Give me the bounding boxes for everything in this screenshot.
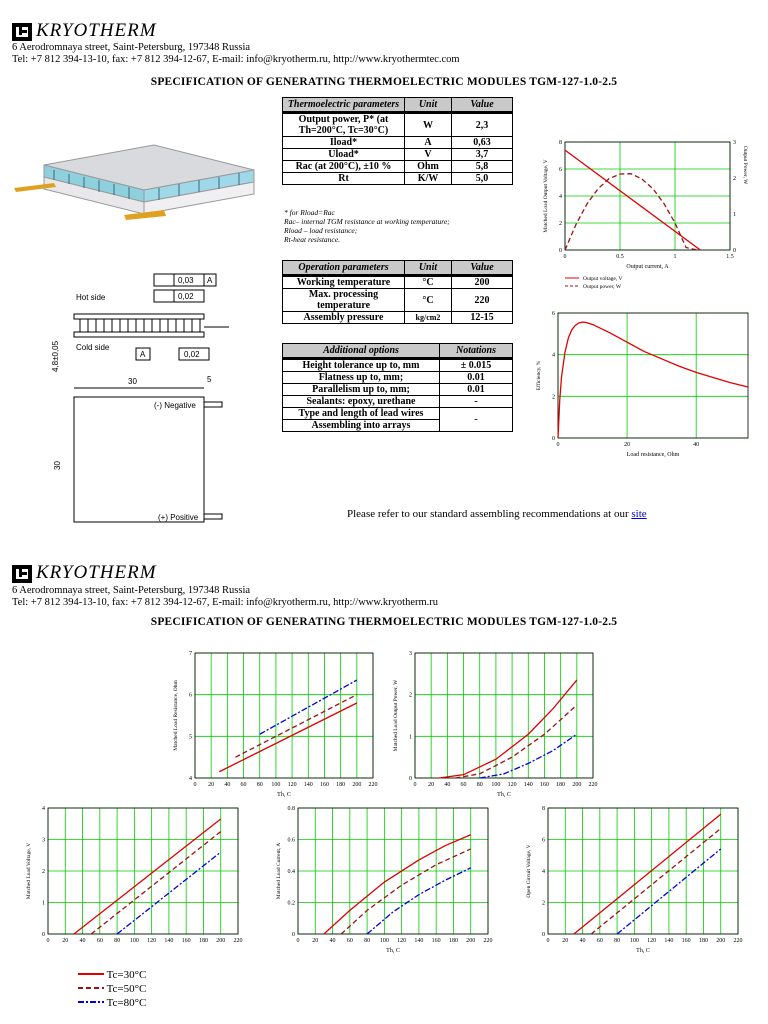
x-tick-label: 60 <box>596 938 603 944</box>
table-row: Flatness up to, mm; 0.01 <box>283 372 513 384</box>
plot-frame <box>195 653 373 778</box>
y-tick-label: 2 <box>559 221 562 227</box>
y-tick-label: 7 <box>189 651 192 657</box>
x-tick-label: 20 <box>208 782 215 788</box>
table-row: Working temperature °C 200 <box>283 276 513 289</box>
x-tick-label: 200 <box>572 782 582 788</box>
x-tick-label: 20 <box>624 442 631 448</box>
x-tick-label: 220 <box>368 782 378 788</box>
voltage-power-chart <box>530 130 760 300</box>
logo-2 <box>12 562 157 584</box>
x-tick-label: 20 <box>428 782 435 788</box>
y-tick-label: 0 <box>292 932 295 938</box>
series-line <box>591 828 721 934</box>
table-row: Assembling into arrays <box>283 420 513 432</box>
y-tick-label: 6 <box>189 692 192 699</box>
negative-label: (-) Negative <box>154 401 196 410</box>
x-tick-label: 80 <box>114 938 121 944</box>
company-name: KRYOTHERM <box>36 20 157 41</box>
tol1-ref: A <box>207 276 213 285</box>
series-line <box>219 703 357 772</box>
logo <box>12 20 157 42</box>
y2-tick-label: 3 <box>733 140 736 146</box>
hot-side-label: Hot side <box>76 293 106 302</box>
x-tick-label: 180 <box>448 938 458 944</box>
x-tick-label: 180 <box>198 938 208 944</box>
x-axis-label: Output current, A <box>626 264 669 270</box>
thermoelectric-table <box>282 97 513 185</box>
th-param: Operation parameters <box>283 261 405 276</box>
series-line <box>574 814 721 934</box>
series-line <box>74 819 221 934</box>
x-tick-label: 120 <box>287 782 297 788</box>
y-tick-label: 5 <box>189 734 192 741</box>
x-tick-label: 80 <box>476 782 483 788</box>
page-title: SPECIFICATION OF GENERATING THERMOELECTRIC MODULES TGM-127-1.0-2.5 <box>150 76 618 88</box>
y-tick-label: 4 <box>552 352 555 359</box>
module-illustration <box>14 130 269 240</box>
x-tick-label: 40 <box>329 938 336 944</box>
x-tick-label: 40 <box>444 782 451 788</box>
series-line <box>341 849 471 934</box>
x-tick-label: 0 <box>556 442 560 448</box>
y-tick-label: 2 <box>542 900 545 907</box>
kryotherm-logo-icon <box>12 565 32 583</box>
contacts-2: Tel: +7 812 394-13-10, fax: +7 812 394-12-67, E-mail: info@kryotherm.ru, http://www.kryotherm.ru <box>12 597 439 608</box>
table-row: Iload* A 0,63 <box>283 137 513 149</box>
x-tick-label: 120 <box>647 938 657 944</box>
x-tick-label: 0 <box>413 782 417 788</box>
legend-label: Output voltage, V <box>583 276 623 282</box>
table-row: Rt K/W 5,0 <box>283 173 513 185</box>
resistance-chart <box>165 645 380 805</box>
th-param: Thermoelectric parameters <box>283 98 405 113</box>
y-axis-label: Matched Load Resistance, Ohm <box>173 680 179 751</box>
y2-tick-label: 2 <box>733 176 736 182</box>
x-tick-label: 140 <box>414 938 424 944</box>
y-tick-label: 4 <box>542 869 545 875</box>
tol2: 0,02 <box>178 292 194 301</box>
x-tick-label: 220 <box>233 938 243 944</box>
x-tick-label: 0 <box>46 938 50 944</box>
open-circuit-voltage-chart <box>518 800 743 962</box>
table-notes: * for Rload=Rac Rac– internal TGM resistance at working temperature; Rload – load resistance; Rt-heat resistance. <box>284 208 450 244</box>
th-value: Value <box>452 261 513 276</box>
table-row: Parallelism up to, mm; 0.01 <box>283 384 513 396</box>
y-axis-label: Matched Load Output Power, W <box>393 679 399 752</box>
x-tick-label: 60 <box>96 938 103 944</box>
x-tick-label: 220 <box>733 938 743 944</box>
x-tick-label: 100 <box>491 782 501 788</box>
x-tick-label: 40 <box>224 782 231 788</box>
y-tick-label: 3 <box>409 651 412 657</box>
y-tick-label: 2 <box>409 692 412 699</box>
x-axis-label: Th, C <box>277 792 291 798</box>
series-line <box>324 835 471 934</box>
x-tick-label: 120 <box>507 782 517 788</box>
x-tick-label: 160 <box>539 782 549 788</box>
y-tick-label: 6 <box>552 311 555 317</box>
x-tick-label: 20 <box>562 938 569 944</box>
x-tick-label: 80 <box>256 782 263 788</box>
y-tick-label: 8 <box>542 806 545 812</box>
operation-table <box>282 260 513 324</box>
th-unit: Unit <box>405 261 452 276</box>
series-line <box>565 174 697 250</box>
y-tick-label: 0 <box>42 932 45 938</box>
y-tick-label: 0 <box>409 776 412 782</box>
x-tick-label: 120 <box>397 938 407 944</box>
series-line <box>558 322 748 438</box>
height-dim: 4,8±0,05 <box>51 340 60 372</box>
x-tick-label: 160 <box>181 938 191 944</box>
x-tick-label: 40 <box>693 442 700 448</box>
y-tick-label: 0 <box>542 932 545 938</box>
x-tick-label: 140 <box>303 782 313 788</box>
y-tick-label: 8 <box>559 140 562 146</box>
x-tick-label: 200 <box>466 938 476 944</box>
x-tick-label: 20 <box>312 938 319 944</box>
legend-item: Tc=30°C <box>106 969 147 981</box>
series-line <box>235 695 356 758</box>
tol1: 0,03 <box>178 276 194 285</box>
side-dim: 30 <box>53 461 62 470</box>
plot-frame <box>415 653 593 778</box>
x-axis-label: Th, C <box>636 948 650 954</box>
legend <box>78 968 146 1010</box>
table-row: Type and length of lead wires - <box>283 408 513 420</box>
x-tick-label: 20 <box>62 938 69 944</box>
x-tick-label: 0 <box>546 938 550 944</box>
address-2: 6 Aerodromnaya street, Saint-Petersburg, 197348 Russia <box>12 585 251 596</box>
y-axis-label: Matched Load Output Voltage, V <box>543 159 549 233</box>
y-tick-label: 4 <box>559 194 562 200</box>
plot-frame <box>558 313 748 438</box>
y-axis-label: Open Circuit Voltage, V <box>526 844 532 898</box>
x-tick-label: 0 <box>563 254 567 260</box>
x-tick-label: 180 <box>556 782 566 788</box>
th-notation: Notations <box>440 344 513 359</box>
x-tick-label: 200 <box>216 938 226 944</box>
refer-note <box>347 508 647 520</box>
x-tick-label: 180 <box>698 938 708 944</box>
y-tick-label: 1 <box>42 900 45 907</box>
table-row: Sealants: epoxy, urethane - <box>283 396 513 408</box>
positive-label: (+) Positive <box>158 513 199 522</box>
x-tick-label: 180 <box>336 782 346 788</box>
y-tick-label: 1 <box>409 734 412 741</box>
y-tick-label: 2 <box>552 394 555 401</box>
tol3: 0,02 <box>184 350 200 359</box>
y-tick-label: 4 <box>42 806 45 812</box>
y-tick-label: 3 <box>42 837 45 844</box>
legend-item: Tc=80°C <box>106 997 147 1009</box>
series-line <box>455 705 576 778</box>
x-tick-label: 160 <box>319 782 329 788</box>
options-table <box>282 343 513 432</box>
y-tick-label: 0.4 <box>287 869 295 875</box>
site-link[interactable]: site <box>631 508 647 520</box>
x-tick-label: 140 <box>164 938 174 944</box>
contacts: Tel: +7 812 394-13-10, fax: +7 812 394-12-67, E-mail: info@kryotherm.ru, http://www.kryothermtec.com <box>12 54 460 65</box>
x-tick-label: 80 <box>364 938 371 944</box>
x-tick-label: 200 <box>716 938 726 944</box>
x-tick-label: 220 <box>483 938 493 944</box>
th-unit: Unit <box>405 98 452 113</box>
load-voltage-chart <box>18 800 243 962</box>
x-axis-label: Th, C <box>386 948 400 954</box>
y-tick-label: 6 <box>542 837 545 844</box>
y-tick-label: 0.2 <box>287 900 295 907</box>
table-row: Height tolerance up to, mm ± 0.015 <box>283 359 513 372</box>
width-dim: 30 <box>128 377 137 386</box>
table-row: Uload* V 3,7 <box>283 149 513 161</box>
legend-item: Tc=50°C <box>106 983 147 995</box>
y2-axis-label: Output Power, W <box>742 146 748 185</box>
x-tick-label: 100 <box>129 938 139 944</box>
x-tick-label: 160 <box>681 938 691 944</box>
refer-text: Please refer to our standard assembling recommendations at our <box>347 508 629 520</box>
y-tick-label: 0 <box>552 436 555 442</box>
x-tick-label: 40 <box>79 938 86 944</box>
th-value: Value <box>452 98 513 113</box>
y-tick-label: 0.6 <box>287 837 295 844</box>
address: 6 Aerodromnaya street, Saint-Petersburg, 197348 Russia <box>12 42 251 53</box>
y2-tick-label: 0 <box>733 248 736 254</box>
x-tick-label: 0.5 <box>616 254 624 260</box>
y-tick-label: 0 <box>559 248 562 254</box>
kryotherm-logo-icon <box>12 23 32 41</box>
x-tick-label: 220 <box>588 782 598 788</box>
x-tick-label: 140 <box>523 782 533 788</box>
x-tick-label: 100 <box>271 782 281 788</box>
y-axis-label: Matched Load Voltage, V <box>26 842 32 900</box>
series-line <box>91 832 221 934</box>
table-row: Assembly pressure kg/cm2 12-15 <box>283 312 513 324</box>
x-axis-label: Th, C <box>497 792 511 798</box>
y-axis-label: Efficiency, % <box>536 360 542 391</box>
x-tick-label: 100 <box>629 938 639 944</box>
x-tick-label: 40 <box>579 938 586 944</box>
y-tick-label: 6 <box>559 167 562 173</box>
x-tick-label: 60 <box>460 782 467 788</box>
page-title-2: SPECIFICATION OF GENERATING THERMOELECTRIC MODULES TGM-127-1.0-2.5 <box>150 616 618 628</box>
x-axis-label: Load resistance, Ohm <box>626 452 680 458</box>
y-tick-label: 4 <box>189 776 192 782</box>
load-current-chart <box>268 800 493 962</box>
company-name-2: KRYOTHERM <box>36 562 157 583</box>
y-tick-label: 2 <box>42 869 45 875</box>
x-tick-label: 0 <box>296 938 300 944</box>
x-tick-label: 60 <box>240 782 247 788</box>
datum: A <box>140 350 146 359</box>
y-axis-label: Matched Load Current, A <box>276 842 282 900</box>
output-power-chart <box>385 645 600 805</box>
lead-dim: 5 <box>207 375 212 384</box>
x-tick-label: 120 <box>147 938 157 944</box>
y-tick-label: 0.8 <box>287 806 295 812</box>
th-option: Additional options <box>283 344 440 359</box>
x-tick-label: 80 <box>614 938 621 944</box>
x-tick-label: 1 <box>673 254 677 260</box>
x-tick-label: 200 <box>352 782 362 788</box>
x-tick-label: 100 <box>379 938 389 944</box>
legend-label: Output power, W <box>583 284 622 290</box>
y2-tick-label: 1 <box>733 212 736 218</box>
technical-drawing <box>44 272 244 530</box>
cold-side-label: Cold side <box>76 343 110 352</box>
table-row: Rac (at 200°C), ±10 % Ohm 5,8 <box>283 161 513 173</box>
table-row: Max. processing temperature °C 220 <box>283 289 513 312</box>
efficiency-chart <box>530 305 760 470</box>
x-tick-label: 0 <box>193 782 197 788</box>
x-tick-label: 140 <box>664 938 674 944</box>
x-tick-label: 160 <box>431 938 441 944</box>
x-tick-label: 60 <box>346 938 353 944</box>
x-tick-label: 1.5 <box>726 254 734 260</box>
table-row: Output power, P* (at Th=200°C, Tc=30°C) W 2,3 <box>283 113 513 137</box>
